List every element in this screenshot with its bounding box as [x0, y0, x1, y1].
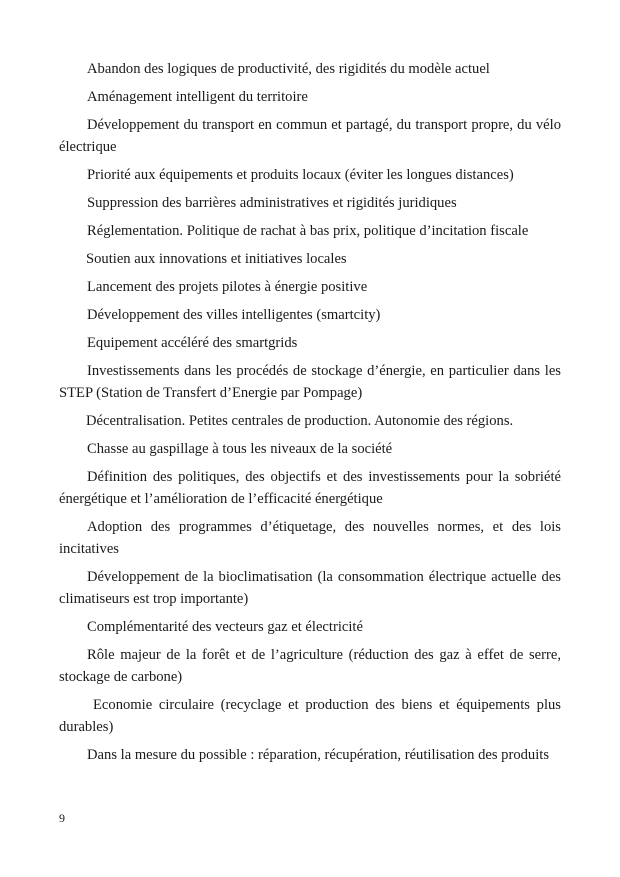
document-page — [59, 58, 561, 772]
paragraph: Développement du transport en commun et partagé, du transport propre, du vélo électrique — [59, 117, 561, 155]
paragraph: Adoption des programmes d’étiquetage, des nouvelles normes, et des lois incitatives — [59, 519, 561, 557]
paragraph: Suppression des barrières administratives et rigidités juridiques — [87, 195, 457, 211]
paragraph: Dans la mesure du possible : réparation, récupération, réutilisation des produits — [87, 747, 550, 763]
paragraph: Aménagement intelligent du territoire — [87, 89, 308, 105]
paragraph: Investissements dans les procédés de stockage d’énergie, en particulier dans les STEP (Station de Transfert d’Energie par Pompage) — [59, 363, 561, 401]
page-number: 9 — [59, 811, 65, 825]
paragraph: Rôle majeur de la forêt et de l’agriculture (réduction des gaz à effet de serre, stockage de carbone) — [59, 647, 561, 685]
paragraph: Lancement des projets pilotes à énergie positive — [87, 279, 368, 295]
paragraph: Equipement accéléré des smartgrids — [87, 335, 298, 351]
paragraph: Réglementation. Politique de rachat à bas prix, politique d’incitation fiscale — [87, 223, 529, 239]
paragraph: Développement de la bioclimatisation (la consommation électrique actuelle des climatiseurs est trop importante) — [59, 569, 561, 607]
paragraph: Priorité aux équipements et produits locaux (éviter les longues distances) — [87, 167, 514, 183]
paragraph: Développement des villes intelligentes (smartcity) — [87, 307, 381, 323]
paragraph: Complémentarité des vecteurs gaz et électricité — [87, 619, 363, 635]
paragraph: Chasse au gaspillage à tous les niveaux de la société — [87, 441, 393, 457]
paragraph: Soutien aux innovations et initiatives locales — [86, 251, 347, 267]
paragraph: Décentralisation. Petites centrales de production. Autonomie des régions. — [86, 413, 514, 429]
paragraph: Economie circulaire (recyclage et production des biens et équipements plus durables) — [59, 697, 561, 735]
paragraph: Définition des politiques, des objectifs et des investissements pour la sobriété énergétique et l’amélioration de l’efficacité énergétique — [59, 469, 561, 507]
paragraph: Abandon des logiques de productivité, des rigidités du modèle actuel — [87, 61, 490, 77]
